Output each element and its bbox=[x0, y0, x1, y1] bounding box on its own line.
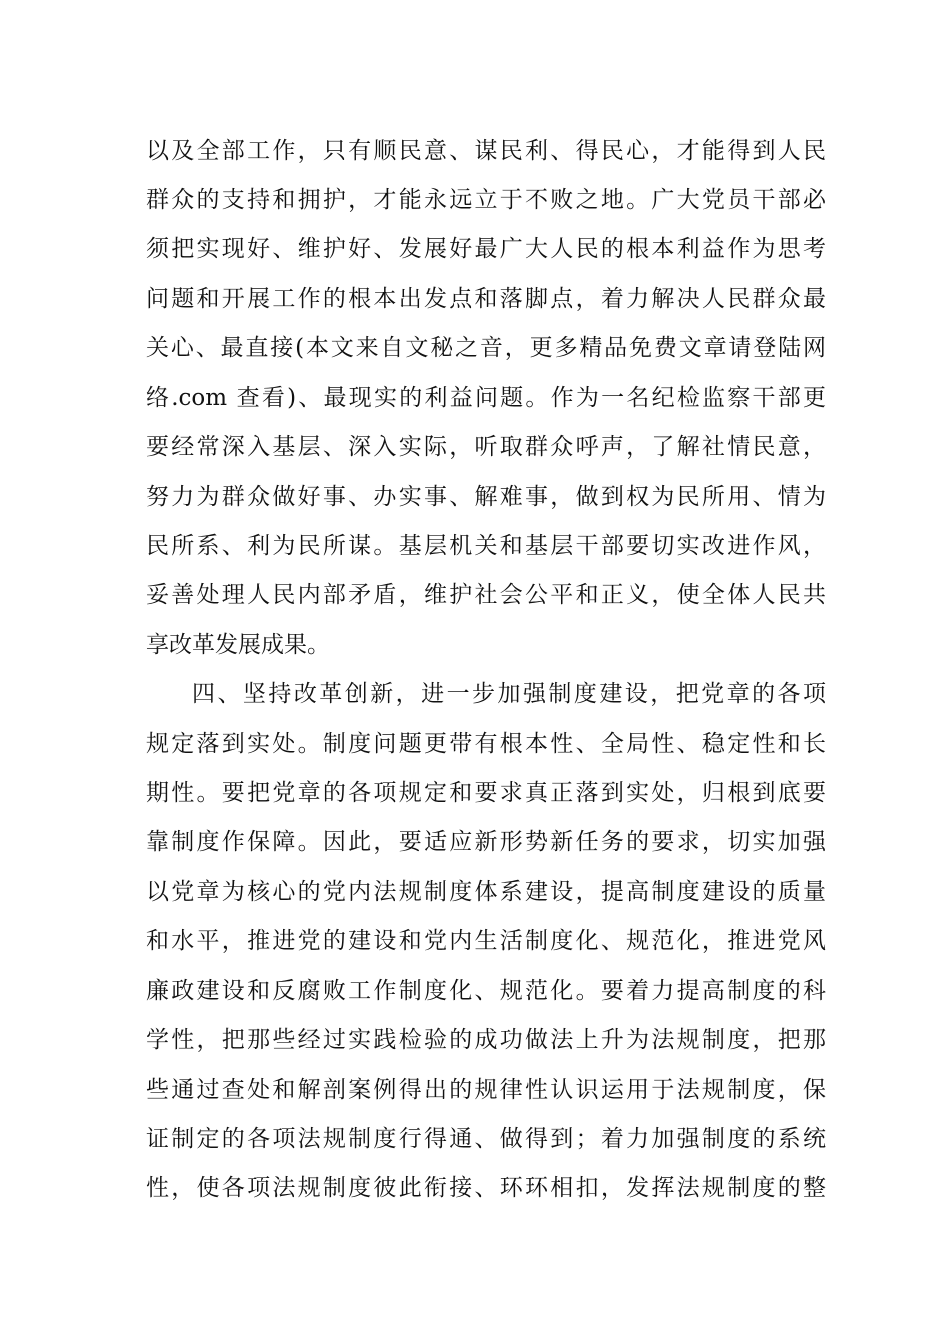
paragraph-four-first-line: 四、坚持改革创新，进一步加强制度建设，把党章的各项 bbox=[192, 681, 826, 707]
text-line: 以及全部工作，只有顺民意、谋民利、得民心，才能得到人民 bbox=[146, 138, 826, 164]
text-line: 和水平，推进党的建设和党内生活制度化、规范化，推进党风 bbox=[146, 928, 826, 954]
text-line: 民所系、利为民所谋。基层机关和基层干部要切实改进作风， bbox=[146, 533, 826, 559]
text-line: 廉政建设和反腐败工作制度化、规范化。要着力提高制度的科 bbox=[146, 978, 826, 1004]
text-line: 规定落到实处。制度问题更带有根本性、全局性、稳定性和长 bbox=[146, 731, 826, 757]
text-line: 关心、最直接(本文来自文秘之音，更多精品免费文章请登陆网 bbox=[146, 335, 826, 361]
text-line: 要经常深入基层、深入实际，听取群众呼声，了解社情民意， bbox=[146, 434, 826, 460]
text-line: 群众的支持和拥护，才能永远立于不败之地。广大党员干部必 bbox=[146, 187, 826, 213]
text-line: 络.com 查看)、最现实的利益问题。作为一名纪检监察干部更 bbox=[146, 385, 826, 411]
text-line: 靠制度作保障。因此，要适应新形势新任务的要求，切实加强 bbox=[146, 829, 826, 855]
text-line: 期性。要把党章的各项规定和要求真正落到实处，归根到底要 bbox=[146, 780, 826, 806]
text-line: 须把实现好、维护好、发展好最广大人民的根本利益作为思考 bbox=[146, 236, 826, 262]
text-line: 问题和开展工作的根本出发点和落脚点，着力解决人民群众最 bbox=[146, 286, 826, 312]
text-line: 证制定的各项法规制度行得通、做得到；着力加强制度的系统 bbox=[146, 1126, 826, 1152]
text-line-paragraph-end: 享改革发展成果。 bbox=[146, 632, 330, 658]
text-line: 学性，把那些经过实践检验的成功做法上升为法规制度，把那 bbox=[146, 1027, 826, 1053]
text-line: 以党章为核心的党内法规制度体系建设，提高制度建设的质量 bbox=[146, 879, 826, 905]
text-line: 努力为群众做好事、办实事、解难事，做到权为民所用、情为 bbox=[146, 484, 826, 510]
text-line: 妥善处理人民内部矛盾，维护社会公平和正义，使全体人民共 bbox=[146, 582, 826, 608]
text-line: 性，使各项法规制度彼此衔接、环环相扣，发挥法规制度的整 bbox=[146, 1175, 826, 1201]
text-line: 些通过查处和解剖案例得出的规律性认识运用于法规制度，保 bbox=[146, 1077, 826, 1103]
